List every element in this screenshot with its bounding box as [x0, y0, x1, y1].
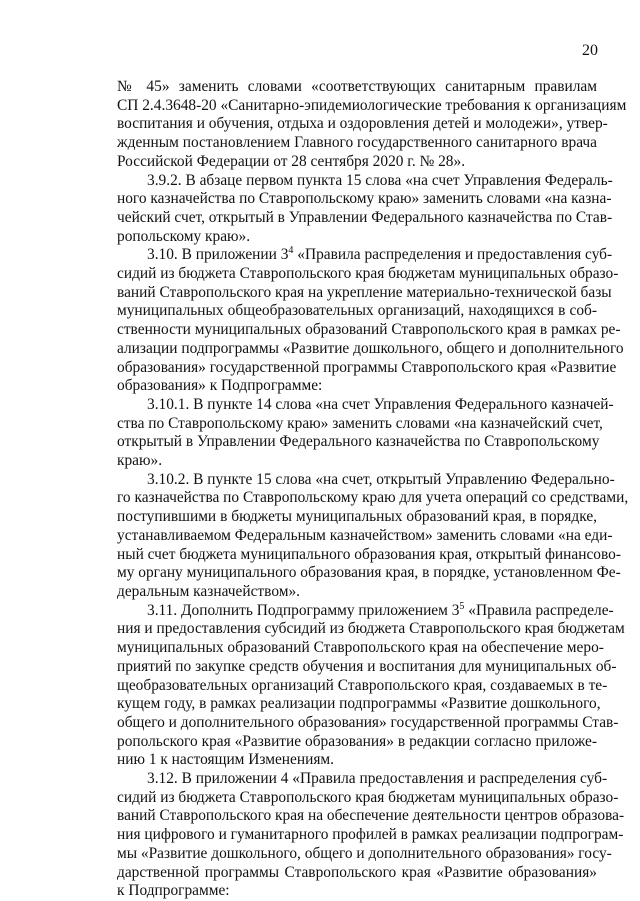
text-line: ваний Ставропольского края на обеспечение деятельности центров образова- [117, 807, 625, 825]
text-line: ства по Ставропольскому краю» заменить словами «на казначейский счет, [117, 414, 603, 432]
text-line: муниципальных общеобразовательных организаций, находящихся в соб- [117, 302, 597, 320]
text-line: щеобразовательных организаций Ставропольского края, создаваемых в те- [117, 676, 608, 694]
document-body [117, 78, 629, 901]
text-line: образования» государственной программы Ставропольского края «Развитие [117, 358, 617, 376]
text-line: 3.10.2. В пункте 15 слова «на счет, открытый Управлению Федерально- [147, 470, 615, 488]
paragraph-3-10-2 [117, 470, 629, 602]
text-line: ный счет бюджета муниципального образования края, открытый финансово- [117, 545, 621, 563]
text-line: ализации подпрограммы «Развитие дошкольного, общего и дополнительного [117, 339, 624, 357]
text-line: деральным казначейством». [117, 582, 301, 600]
text-line: чейский счет, открытый в Управлении Федерального казначейства по Став- [117, 208, 613, 226]
text-line: му органу муниципального образования края, в порядке, установленном Фе- [117, 564, 621, 582]
text-line: краю». [117, 452, 163, 470]
text-line: СП 2.4.3648-20 «Санитарно-эпидемиологические требования к организациям [117, 96, 627, 114]
text-line: устанавливаемом Федеральным казначейством» заменить словами «на еди- [117, 526, 613, 544]
text-line: ного казначейства по Ставропольскому краю» заменить словами «на казна- [117, 190, 612, 208]
text-line: ния и предоставления субсидий из бюджета Ставропольского края бюджетам [117, 620, 625, 638]
paragraph-3-12 [117, 770, 625, 901]
superscript: 4 [288, 245, 294, 257]
text-line: № 45» заменить словами «соответствующих санитарным правилам [117, 78, 597, 95]
text-line: 3.10.1. В пункте 14 слова «на счет Управления Федерального казначей- [147, 395, 614, 413]
text-line: дарственной программы Ставропольского края «Развитие образования» [117, 863, 597, 881]
text-line: к Подпрограмме: [117, 882, 230, 900]
text-line: кущем году, в рамках реализации подпрограммы «Развитие дошкольного, [117, 695, 601, 713]
paragraph-3-10 [117, 245, 624, 396]
text-line: общего и дополнительного образования» государственной программы Став- [117, 713, 619, 731]
text-line: сидий из бюджета Ставропольского края бюджетам муниципальных образо- [117, 265, 619, 283]
text-fragment: «Правила распределения и предоставления суб- [293, 246, 613, 264]
superscript: 5 [459, 600, 465, 612]
text-line [117, 245, 613, 265]
text-line: ропольского края «Развитие образования» в редакции согласно приложе- [117, 732, 597, 750]
paragraph-continuation [117, 78, 627, 172]
text-line: муниципальных образований Ставропольского края на обеспечение меро- [117, 639, 604, 657]
page-number: 20 [582, 42, 598, 59]
text-line: Российской Федерации от 28 сентября 2020 г. № 28». [117, 152, 466, 170]
text-line [117, 600, 614, 621]
text-fragment: 3.10. В приложении 3 [147, 246, 289, 264]
text-line: приятий по закупке средств обучения и воспитания для муниципальных об- [117, 657, 617, 675]
text-fragment: 3.11. Дополнить Подпрограмму приложением 3 [147, 601, 460, 619]
paragraph-3-9-2 [117, 171, 613, 247]
text-line: сидий из бюджета Ставропольского края бюджетам муниципальных образо- [117, 788, 619, 806]
text-line: воспитания и обучения, отдыха и оздоровления детей и молодежи», утвер- [117, 115, 608, 133]
paragraph-3-10-1 [117, 395, 614, 471]
text-line: ственности муниципальных образований Ставропольского края в рамках ре- [117, 321, 621, 339]
text-line: поступившими в бюджеты муниципальных образований края, в порядке, [117, 508, 597, 526]
text-line: 3.12. В приложении 4 «Правила предоставления и распределения суб- [147, 770, 608, 788]
text-line: открытый в Управлении Федерального казначейства по Ставропольскому [117, 433, 600, 451]
text-line: жденным постановлением Главного государственного санитарного врача [117, 134, 597, 152]
text-line: го казначейства по Ставропольскому краю для учета операций со средствами, [117, 489, 629, 507]
text-line: нию 1 к настоящим Изменениям. [117, 751, 335, 769]
text-line: образования» к Подпрограмме: [117, 377, 323, 395]
text-line: 3.9.2. В абзаце первом пункта 15 слова «на счет Управления Федераль- [147, 171, 613, 189]
text-line: ваний Ставропольского края на укрепление материально-технической базы [117, 283, 612, 301]
text-line: мы «Развитие дошкольного, общего и дополнительного образования» госу- [117, 844, 612, 862]
paragraph-3-11 [117, 600, 625, 770]
text-line: ния цифрового и гуманитарного профилей в рамках реализации подпрограм- [117, 826, 624, 844]
text-fragment: «Правила распределе- [464, 601, 614, 619]
text-line: ропольскому краю». [117, 227, 251, 245]
